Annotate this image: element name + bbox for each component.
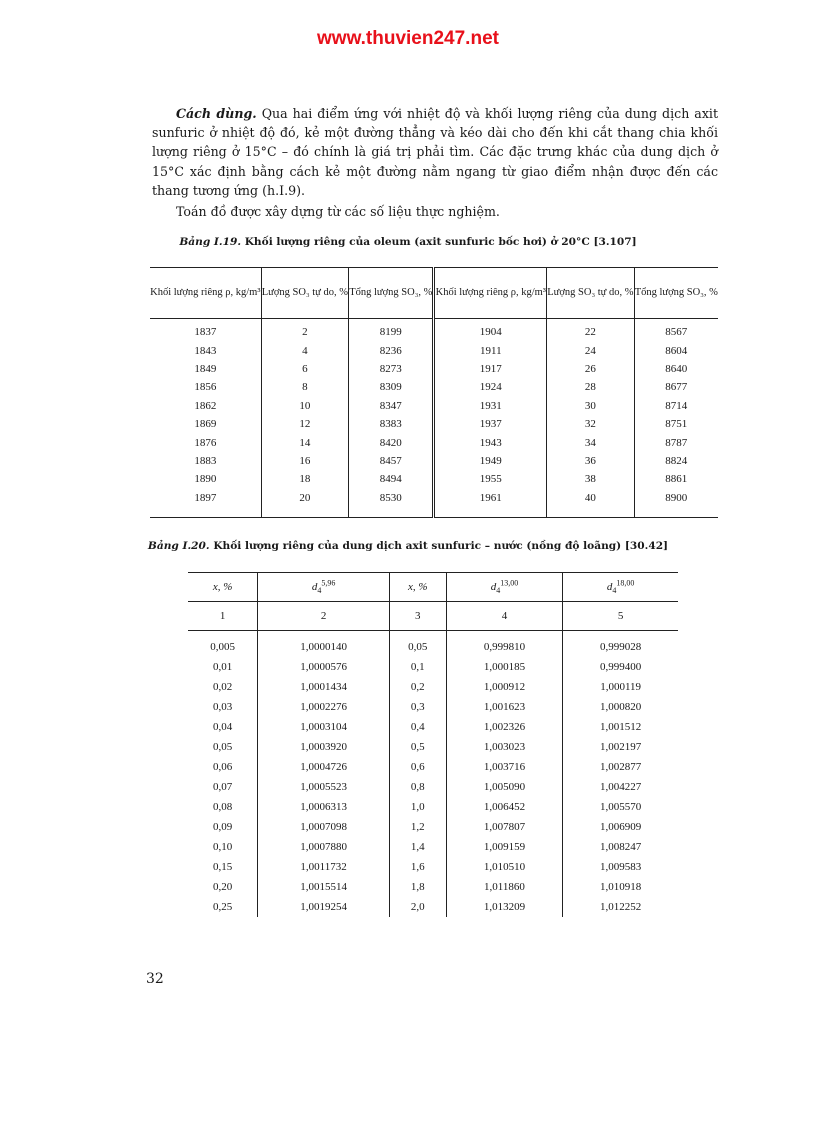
table-cell: 8900 bbox=[634, 489, 718, 518]
table-cell: 1,003716 bbox=[446, 757, 563, 777]
table-cell: 8494 bbox=[349, 470, 434, 488]
table-cell: 1,006909 bbox=[600, 821, 642, 833]
table-cell: 0,2 bbox=[389, 677, 446, 697]
table-cell: 1943 bbox=[434, 433, 547, 451]
table-cell: 8604 bbox=[665, 344, 688, 357]
table-cell: 1,8 bbox=[389, 877, 446, 897]
table-cell: 1,0007098 bbox=[258, 817, 390, 837]
table-19-label: Bảng I.19. bbox=[179, 236, 242, 248]
table-cell: 0,3 bbox=[389, 697, 446, 717]
table-cell: 0,06 bbox=[188, 757, 258, 777]
table-cell: 0,07 bbox=[188, 777, 258, 797]
table-cell: 1,002326 bbox=[446, 717, 563, 737]
table-cell: 1,0 bbox=[389, 797, 446, 817]
table-cell: 1,0006313 bbox=[258, 797, 390, 817]
table-cell: 26 bbox=[547, 360, 634, 378]
table-cell: 8751 bbox=[665, 418, 688, 431]
table-cell: 8567 bbox=[665, 326, 688, 339]
table-row bbox=[188, 817, 678, 837]
table-cell: 1,010918 bbox=[600, 881, 642, 893]
table-cell: 20 bbox=[261, 489, 348, 518]
table-cell: 0,15 bbox=[188, 857, 258, 877]
table-cell: 8457 bbox=[349, 452, 434, 470]
table-cell: 1,012252 bbox=[600, 901, 642, 913]
table-cell: 1876 bbox=[150, 433, 261, 451]
table-row bbox=[150, 489, 718, 518]
table-cell: 1,0011732 bbox=[258, 857, 390, 877]
table-cell: 1890 bbox=[150, 470, 261, 488]
table-19-header-row bbox=[150, 268, 718, 319]
table-cell: 8 bbox=[261, 378, 348, 396]
table-row bbox=[188, 677, 678, 697]
table-cell: 0,1 bbox=[389, 657, 446, 677]
table-row bbox=[150, 415, 718, 433]
table-cell: 0,25 bbox=[188, 897, 258, 917]
usage-paragraph bbox=[152, 104, 718, 200]
table-cell: 1,010510 bbox=[446, 857, 563, 877]
table-19 bbox=[150, 267, 718, 518]
table-cell: 1924 bbox=[434, 378, 547, 396]
table-cell: 30 bbox=[547, 397, 634, 415]
table-cell: 1917 bbox=[434, 360, 547, 378]
table-row bbox=[188, 717, 678, 737]
table-20-header-row bbox=[188, 573, 678, 602]
table-row bbox=[188, 857, 678, 877]
table-cell: 1,000185 bbox=[446, 657, 563, 677]
table-cell: 8273 bbox=[349, 360, 434, 378]
table-cell: 36 bbox=[547, 452, 634, 470]
table-row bbox=[150, 378, 718, 396]
table-20 bbox=[188, 572, 678, 917]
table-cell: 1856 bbox=[150, 378, 261, 396]
table-cell: 0,08 bbox=[188, 797, 258, 817]
table-cell: 1,000912 bbox=[446, 677, 563, 697]
table-cell: 14 bbox=[261, 433, 348, 451]
table-cell: 18 bbox=[261, 470, 348, 488]
table-cell: 1911 bbox=[434, 341, 547, 359]
header-so3-total: Tổng lượng SO₃, % bbox=[349, 268, 434, 319]
table-cell: 1,008247 bbox=[600, 841, 642, 853]
table-19-caption bbox=[0, 236, 816, 248]
table-row bbox=[188, 757, 678, 777]
table-cell: 0,03 bbox=[188, 697, 258, 717]
table-cell: 0,05 bbox=[188, 737, 258, 757]
table-cell: 4 bbox=[261, 341, 348, 359]
table-cell: 1,0003920 bbox=[258, 737, 390, 757]
table-cell: 1,0001434 bbox=[258, 677, 390, 697]
column-number: 1 bbox=[188, 602, 258, 631]
table-cell: 0,04 bbox=[188, 717, 258, 737]
table-cell: 1,013209 bbox=[446, 897, 563, 917]
table-cell: 1,009159 bbox=[446, 837, 563, 857]
table-cell: 1,006452 bbox=[446, 797, 563, 817]
table-cell: 1904 bbox=[434, 319, 547, 342]
table-cell: 32 bbox=[547, 415, 634, 433]
table-cell: 24 bbox=[547, 341, 634, 359]
table-cell: 8347 bbox=[349, 397, 434, 415]
table-cell: 1883 bbox=[150, 452, 261, 470]
table-cell: 10 bbox=[261, 397, 348, 415]
table-cell: 8677 bbox=[665, 381, 688, 394]
table-cell: 8530 bbox=[349, 489, 434, 518]
header-so3-total: Tổng lượng SO₃, % bbox=[634, 268, 718, 319]
table-cell: 0,02 bbox=[188, 677, 258, 697]
table-cell: 0,10 bbox=[188, 837, 258, 857]
column-number: 3 bbox=[389, 602, 446, 631]
table-row bbox=[188, 697, 678, 717]
table-row bbox=[150, 470, 718, 488]
table-cell: 1897 bbox=[150, 489, 261, 518]
table-cell: 38 bbox=[547, 470, 634, 488]
table-cell: 0,05 bbox=[389, 631, 446, 658]
table-cell: 0,8 bbox=[389, 777, 446, 797]
table-cell: 1,2 bbox=[389, 817, 446, 837]
table-row bbox=[150, 452, 718, 470]
header-density: Khối lượng riêng ρ, kg/m³ bbox=[434, 268, 547, 319]
header-density: Khối lượng riêng ρ, kg/m³ bbox=[150, 268, 261, 319]
table-cell: 8640 bbox=[665, 362, 688, 375]
table-cell: 1,0000140 bbox=[258, 631, 390, 658]
header-x: x, % bbox=[188, 573, 258, 602]
table-cell: 1949 bbox=[434, 452, 547, 470]
table-cell: 1,6 bbox=[389, 857, 446, 877]
table-20-title: Khối lượng riêng của dung dịch axit sunfuric – nước (nồng độ loãng) [30.42] bbox=[213, 540, 669, 552]
table-cell: 8199 bbox=[349, 319, 434, 342]
table-row bbox=[150, 397, 718, 415]
table-cell: 1,002877 bbox=[600, 761, 642, 773]
table-cell: 1,002197 bbox=[600, 741, 642, 753]
usage-text: Qua hai điểm ứng với nhiệt độ và khối lượng riêng của dung dịch axit sunfuric ở nhiệt độ đó, kẻ một đường thẳng và kéo dài cho đến khi cắt thang chia khối lượng riêng ở 15°C – đó chính là giá trị phải tìm. Các đặc trưng khác của dung dịch ở 15°C xác định bằng cách kẻ một đường nằm ngang từ giao điểm nhận được đến các thang tương ứng (h.I.9). bbox=[152, 106, 719, 198]
table-cell: 1961 bbox=[434, 489, 547, 518]
table-cell: 1,4 bbox=[389, 837, 446, 857]
table-19-body bbox=[150, 319, 718, 518]
table-cell: 0,6 bbox=[389, 757, 446, 777]
header-d-18-00: $d_4^{18,00}$ bbox=[563, 573, 678, 602]
table-cell: 1,005570 bbox=[600, 801, 642, 813]
table-row bbox=[188, 777, 678, 797]
table-cell: 1,000119 bbox=[600, 681, 642, 693]
table-cell: 2,0 bbox=[389, 897, 446, 917]
table-row bbox=[188, 797, 678, 817]
table-cell: 1937 bbox=[434, 415, 547, 433]
table-cell: 0,20 bbox=[188, 877, 258, 897]
table-cell: 0,999810 bbox=[446, 631, 563, 658]
table-cell: 28 bbox=[547, 378, 634, 396]
table-20-body bbox=[188, 631, 678, 918]
table-cell: 8824 bbox=[665, 454, 688, 467]
table-cell: 1,0005523 bbox=[258, 777, 390, 797]
table-row bbox=[188, 631, 678, 658]
nomogram-note: Toán đồ được xây dựng từ các số liệu thực nghiệm. bbox=[176, 204, 500, 219]
column-number: 5 bbox=[563, 602, 678, 631]
column-number: 2 bbox=[258, 602, 390, 631]
table-cell: 1,0019254 bbox=[258, 897, 390, 917]
table-cell: 8861 bbox=[665, 473, 688, 486]
page-number: 32 bbox=[146, 971, 164, 987]
table-cell: 1,003023 bbox=[446, 737, 563, 757]
header-so3-free: Lượng SO₃ tự do, % bbox=[547, 268, 634, 319]
table-cell: 16 bbox=[261, 452, 348, 470]
table-cell: 1,004227 bbox=[600, 781, 642, 793]
header-d-13-00: $d_4^{13,00}$ bbox=[446, 573, 563, 602]
header-d-5-96: $d_4^{5,96}$ bbox=[258, 573, 390, 602]
table-cell: 1,0004726 bbox=[258, 757, 390, 777]
table-row bbox=[150, 319, 718, 342]
table-cell: 1,0000576 bbox=[258, 657, 390, 677]
header-x: x, % bbox=[389, 573, 446, 602]
table-20-label: Bảng I.20. bbox=[147, 540, 210, 552]
table-row bbox=[188, 897, 678, 917]
table-20-column-numbers bbox=[188, 602, 678, 631]
table-cell: 1849 bbox=[150, 360, 261, 378]
header-so3-free: Lượng SO₃ tự do, % bbox=[261, 268, 348, 319]
table-cell: 2 bbox=[261, 319, 348, 342]
table-cell: 0,5 bbox=[389, 737, 446, 757]
table-cell: 34 bbox=[547, 433, 634, 451]
table-20-caption bbox=[0, 540, 816, 552]
table-cell: 0,09 bbox=[188, 817, 258, 837]
table-cell: 1931 bbox=[434, 397, 547, 415]
table-cell: 8420 bbox=[349, 433, 434, 451]
table-row bbox=[150, 433, 718, 451]
table-cell: 40 bbox=[547, 489, 634, 518]
table-cell: 1,000820 bbox=[600, 701, 642, 713]
table-cell: 1,0002276 bbox=[258, 697, 390, 717]
table-cell: 0,999400 bbox=[600, 661, 642, 673]
table-row bbox=[188, 837, 678, 857]
table-cell: 0,4 bbox=[389, 717, 446, 737]
table-cell: 1869 bbox=[150, 415, 261, 433]
table-cell: 8383 bbox=[349, 415, 434, 433]
table-cell: 1843 bbox=[150, 341, 261, 359]
site-watermark-link[interactable]: www.thuvien247.net bbox=[317, 28, 499, 49]
table-cell: 1,005090 bbox=[446, 777, 563, 797]
table-row bbox=[188, 877, 678, 897]
table-cell: 1,007807 bbox=[446, 817, 563, 837]
table-cell: 1,001623 bbox=[446, 697, 563, 717]
column-number: 4 bbox=[446, 602, 563, 631]
table-cell: 1,011860 bbox=[446, 877, 563, 897]
usage-lead: Cách dùng. bbox=[176, 106, 257, 121]
table-cell: 1862 bbox=[150, 397, 261, 415]
table-cell: 8714 bbox=[665, 399, 688, 412]
table-cell: 8236 bbox=[349, 341, 434, 359]
table-row bbox=[188, 737, 678, 757]
table-cell: 1,0007880 bbox=[258, 837, 390, 857]
table-cell: 12 bbox=[261, 415, 348, 433]
table-cell: 6 bbox=[261, 360, 348, 378]
table-cell: 8787 bbox=[665, 436, 688, 449]
table-cell: 0,999028 bbox=[600, 641, 642, 653]
table-cell: 8309 bbox=[349, 378, 434, 396]
table-cell: 0,005 bbox=[188, 631, 258, 658]
table-row bbox=[150, 360, 718, 378]
table-cell: 1955 bbox=[434, 470, 547, 488]
table-cell: 0,01 bbox=[188, 657, 258, 677]
table-cell: 22 bbox=[547, 319, 634, 342]
table-19-title: Khối lượng riêng của oleum (axit sunfuric bốc hơi) ở 20°C [3.107] bbox=[244, 236, 637, 248]
table-cell: 1,001512 bbox=[600, 721, 642, 733]
table-row bbox=[150, 341, 718, 359]
table-cell: 1,0003104 bbox=[258, 717, 390, 737]
table-cell: 1,009583 bbox=[600, 861, 642, 873]
table-row bbox=[188, 657, 678, 677]
table-cell: 1837 bbox=[150, 319, 261, 342]
table-cell: 1,0015514 bbox=[258, 877, 390, 897]
